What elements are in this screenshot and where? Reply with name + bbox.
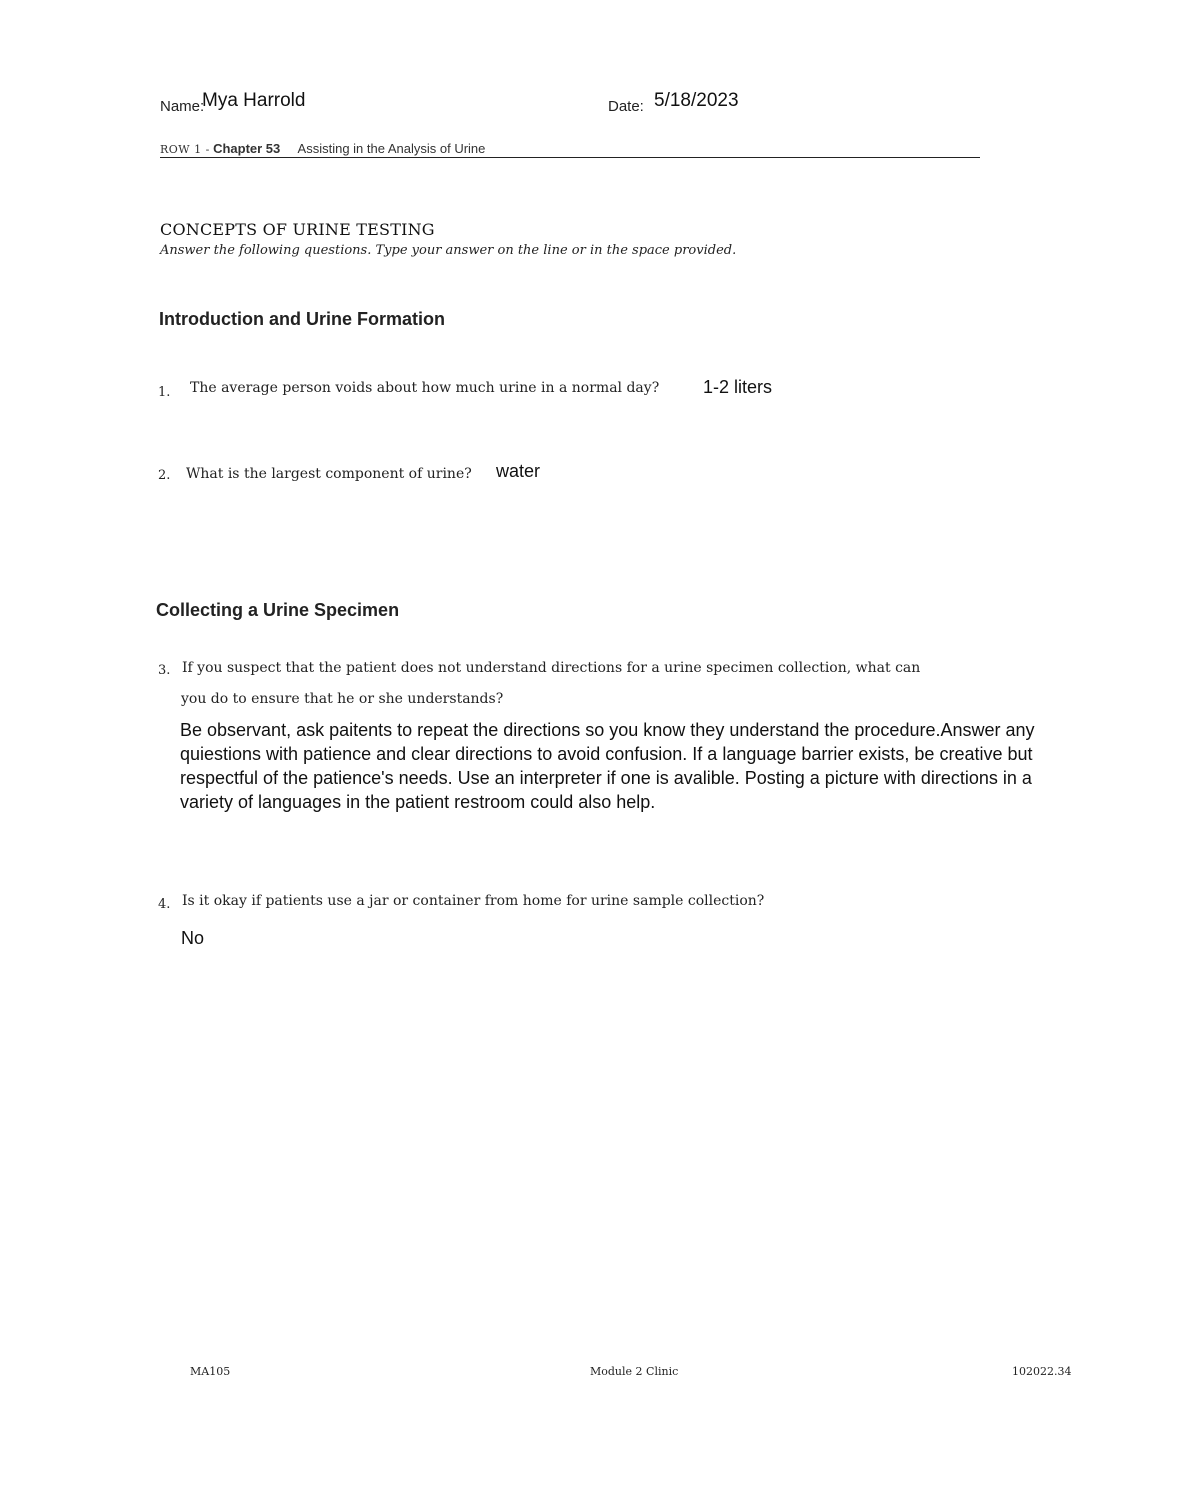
question-number: 1. — [158, 385, 171, 400]
name-field[interactable]: Mya Harrold — [202, 90, 306, 111]
question-number: 4. — [158, 897, 171, 912]
instructions-text: Answer the following questions. Type your answer on the line or in the space provided. — [160, 243, 737, 258]
row-label: ROW 1 - — [160, 143, 210, 156]
answer-field[interactable]: 1-2 liters — [703, 377, 773, 397]
date-label: Date: — [608, 98, 644, 115]
footer-course: MA105 — [190, 1365, 231, 1378]
footer-module: Module 2 Clinic — [590, 1365, 679, 1378]
answer-field[interactable]: Be observant, ask paitents to repeat the directions so you know they understand the procedure.Answer any quiestions with patience and clear directions to avoid confusion. If a language barrier exists, be creative but respectful of the patience's needs. Use an interpreter if one is avalible. Posting a picture with directions in a variety of languages in the patient restroom could also help. — [180, 720, 1035, 812]
name-label: Name: — [160, 98, 205, 115]
date-field[interactable]: 5/18/2023 — [654, 90, 739, 111]
chapter-title: Assisting in the Analysis of Urine — [297, 141, 486, 156]
page-title: CONCEPTS OF URINE TESTING — [160, 220, 435, 239]
question-text: The average person voids about how much urine in a normal day? — [190, 380, 660, 396]
question-text-continued: you do to ensure that he or she understands? — [181, 691, 504, 707]
question-text: If you suspect that the patient does not understand directions for a urine specimen collection, what can — [182, 660, 921, 676]
section-title-collecting: Collecting a Urine Specimen — [156, 600, 400, 620]
footer-code: 102022.34 — [1012, 1365, 1072, 1378]
question-text: Is it okay if patients use a jar or container from home for urine sample collection? — [182, 893, 765, 909]
section-title-intro: Introduction and Urine Formation — [159, 309, 445, 329]
answer-field[interactable]: water — [496, 461, 541, 481]
question-number: 3. — [158, 663, 171, 678]
chapter-heading — [160, 141, 980, 158]
question-text: What is the largest component of urine? — [186, 466, 472, 482]
chapter-label: Chapter 53 — [213, 141, 281, 156]
question-number: 2. — [158, 468, 171, 483]
answer-field[interactable]: No — [181, 928, 205, 948]
